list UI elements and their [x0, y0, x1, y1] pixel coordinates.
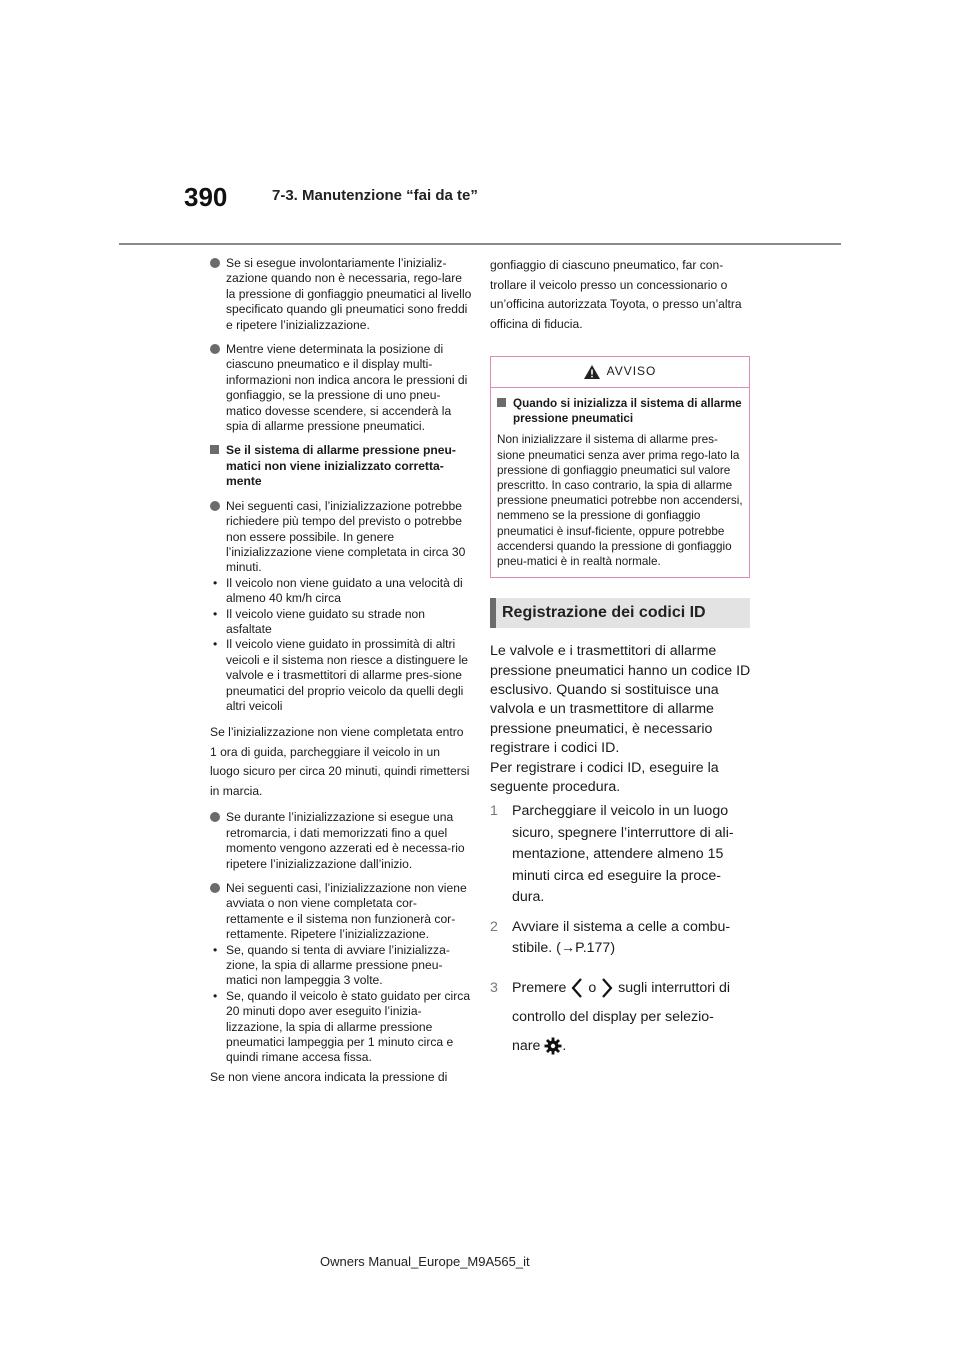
warning-subheading: Quando si inizializza il sistema di allarme pressione pneumatici [497, 396, 743, 426]
square-bullet-icon [497, 398, 506, 407]
continued-paragraph: gonfiaggio di ciascuno pneumatico, far con-trollare il veicolo presso un concessionario o un’officina autorizzata Toyota, o presso un’altra officina di fiducia. [490, 258, 742, 331]
step-3: 3 Premere o sugli interruttori di controllo del display per selezio- nare . [490, 974, 752, 1061]
footer-text: Owners Manual_Europe_M9A565_it [320, 1254, 530, 1269]
page-header [0, 0, 960, 250]
bullet-item: Se si esegue involontariamente l’inizializ-zazione quando non è necessaria, rego-lare la pressione di gonfiaggio pneumatici al livello specificato quando gli pneumatici sono freddi e ripetere l’inizializzazione. [210, 256, 472, 333]
page-number: 390 [184, 182, 228, 212]
bullet-dot-icon [210, 883, 220, 893]
header-divider [119, 243, 841, 245]
sub-list-item: • Il veicolo viene guidato in prossimità di altri veicoli e il sistema non riesce a distinguere le valvole e i trasmettitori di allarme pres-sione pneumatici del proprio veicolo da quelli degli altri veicoli [213, 637, 468, 713]
warning-header [491, 357, 749, 388]
gear-icon [544, 1037, 562, 1055]
paragraph: Se non viene ancora indicata la pressione di [210, 1069, 448, 1084]
sub-list-item: • Il veicolo non viene guidato a una velocità di almeno 40 km/h circa [213, 575, 463, 606]
warning-box [490, 356, 750, 578]
bullet-item: Mentre viene determinata la posizione di ciascuno pneumatico e il display multi-informazioni non indica ancora le pressioni di gonfiaggio, se la pressione di uno pneu-matico dovesse scendere, si accenderà la spia di allarme pressione pneumatici. [210, 342, 472, 434]
left-column [210, 256, 472, 1086]
sub-list-item: • Se, quando si tenta di avviare l’inizializza-zione, la spia di allarme pressione pneu-matici non lampeggia 3 volte. [213, 942, 450, 988]
chevron-left-icon [570, 977, 584, 999]
chevron-right-icon [600, 977, 614, 999]
paragraph: Le valvole e i trasmettitori di allarme pressione pneumatici hanno un codice ID esclusivo. Quando si sostituisce una valvola e un trasmettitore di allarme pressione pneumatici, è necessario registrare i codici ID. [490, 643, 751, 757]
warning-text: Non inizializzare il sistema di allarme pres-sione pneumatici senza aver prima rego-lato la pressione di gonfiaggio pneumatici sul valore prescritto. In caso contrario, la spia di allarme pressione pneumatici potrebbe non accendersi, nemmeno se la pressione di gonfiaggio pneumatici è insuf-ficiente, oppure potrebbe accendersi quando la pressione di gonfiaggio pneu-matici è in realtà normale. [497, 433, 743, 569]
page-reference-link[interactable]: P.177 [575, 940, 611, 957]
bullet-item: Se durante l’inizializzazione si esegue una retromarcia, i dati memorizzati fino a quel momento vengono azzerati ed è necessa-rio ripetere l’inizializzazione dall’inizio. [210, 810, 472, 872]
subheading: Se il sistema di allarme pressione pneu-matici non viene inizializzato corretta-mente [210, 443, 472, 489]
step-1: 1 Parcheggiare il veicolo in un luogo sicuro, spegnere l’interruttore di ali-mentazione, attendere almeno 15 minuti circa ed eseguire la proce-dura. [490, 803, 734, 906]
section-heading: Registrazione dei codici ID [490, 598, 750, 628]
bullet-dot-icon [210, 501, 220, 511]
paragraph: Se l’inizializzazione non viene completata entro 1 ora di guida, parcheggiare il veicolo in un luogo sicuro per circa 20 minuti, quindi rimettersi in marcia. [210, 725, 470, 798]
warning-body [491, 388, 749, 577]
sub-list-item: • Il veicolo viene guidato su strade non asfaltate [213, 606, 426, 636]
paragraph: Per registrare i codici ID, eseguire la seguente procedura. [490, 759, 719, 796]
bullet-dot-icon [210, 344, 220, 354]
step-2: 2 Avviare il sistema a celle a combu-stibile. (→P.177) [490, 918, 731, 957]
warning-triangle-icon [584, 365, 600, 379]
bullet-dot-icon [210, 812, 220, 822]
square-bullet-icon [210, 445, 219, 454]
warning-title: AVVISO [606, 364, 657, 379]
bullet-item: Nei seguenti casi, l’inizializzazione potrebbe richiedere più tempo del previsto o potrebbe non essere possibile. In genere l’inizializzazione viene completata in circa 30 minuti. • Il veicolo non viene guidato a una velocità di almeno 40 km/h circa • Il veicolo viene guidato su strade non asfaltate • Il veicolo viene guidato in prossimità di altri veicoli e il sistema non riesce a distinguere le valvole e i trasmettitori di allarme pres-sione pneumatici del proprio veicolo da quelli degli altri veicoli [210, 499, 472, 715]
right-column [490, 256, 752, 1061]
bullet-item: Nei seguenti casi, l’inizializzazione non viene avviata o non viene completata cor-rettamente e il sistema non funzionerà cor-rettamente. Ripetere l’inizializzazione. • Se, quando si tenta di avviare l’inizializza-zione, la spia di allarme pressione pneu-matici non lampeggia 3 volte. • Se, quando il veicolo è stato guidato per circa 20 minuti dopo aver eseguito l’inizia-lizzazione, la spia di allarme pressione pneumatici lampeggia per 1 minuto circa e quindi rimane accesa fissa. [210, 881, 472, 1066]
section-title: 7-3. Manutenzione “fai da te” [272, 187, 478, 204]
bullet-dot-icon [210, 258, 220, 268]
sub-list-item: • Se, quando il veicolo è stato guidato per circa 20 minuti dopo aver eseguito l’inizia-lizzazione, la spia di allarme pressione pneumatici lampeggia per 1 minuto circa e quindi rimane accesa fissa. [213, 988, 471, 1065]
